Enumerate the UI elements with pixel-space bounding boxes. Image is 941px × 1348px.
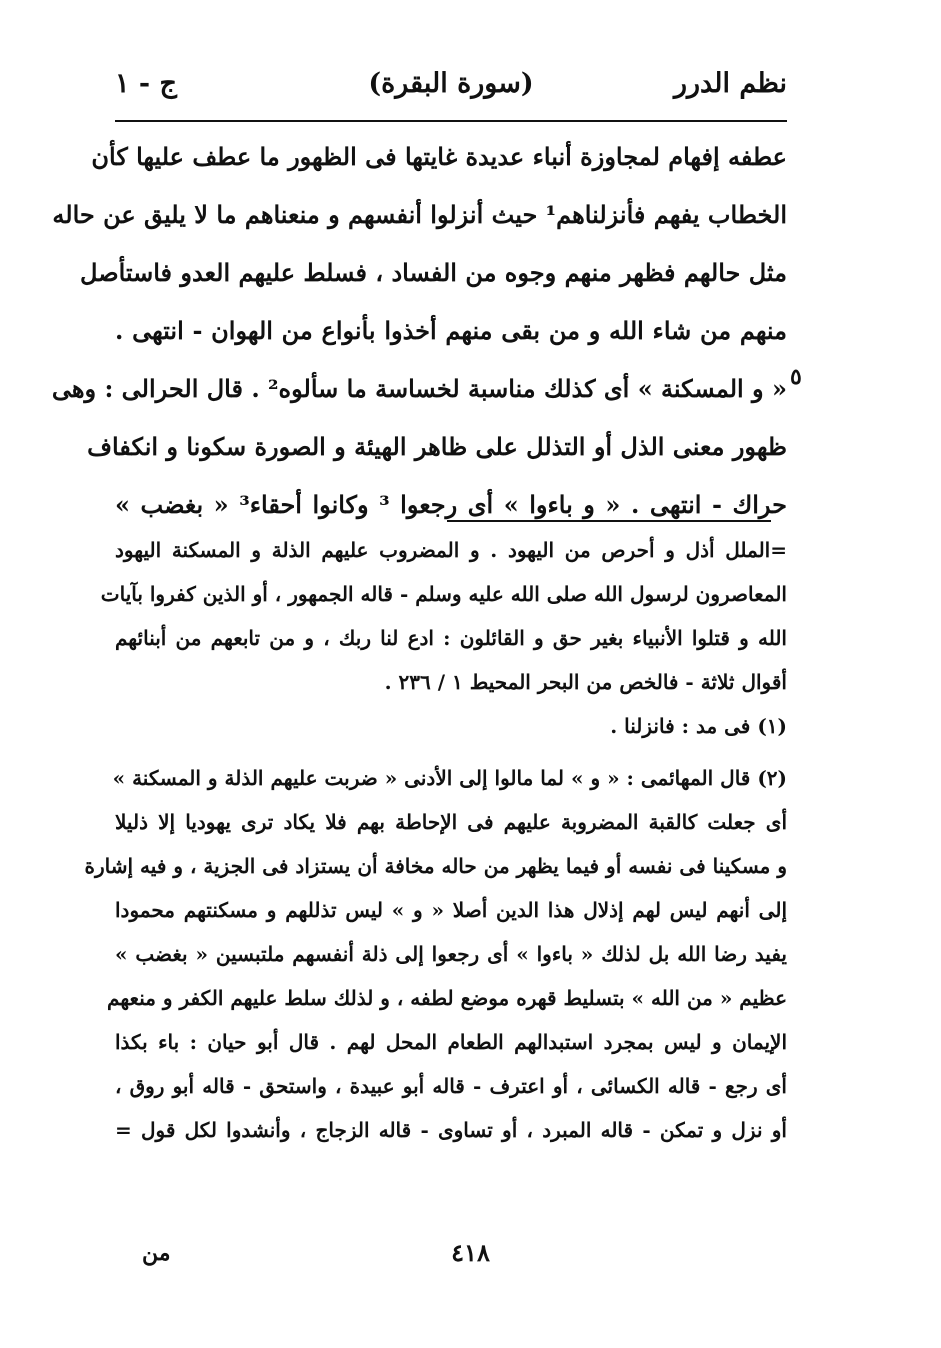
part-number: ج - ١ [115, 68, 177, 99]
main-line: « و المسكنة » أى كذلك مناسبة لخساسة ما سألوه² . قال الحرالى : وهى [51, 374, 787, 403]
main-text [51, 128, 788, 534]
footnote-line: الإيمان و ليس بمجرد استبدالهم الطعام المحل لهم . قال أبو حيان : باء بكذا [115, 1030, 787, 1054]
main-line: ظهور معنى الذل أو التذلل على ظاهر الهيئة و الصورة سكونا و انكفاف [87, 432, 787, 461]
main-line: منهم من شاء الله و من بقى منهم أخذوا بأنواع من الهوان - انتهى . [115, 316, 787, 345]
footnote-line: إلى أنهم ليس لهم إذلال هذا الدين أصلا « و » ليس تذللهم و مسكنتهم محمودا [115, 898, 787, 922]
main-line: حراك - انتهى . « و باءوا » أى رجعوا ³ وكانوا أحقاء³ « بغضب » [115, 490, 788, 519]
surah-title: (سورة البقرة) [368, 68, 534, 99]
footnote-line: =الملل أذل و أحرص من اليهود . و المضروب عليهم الذلة و المسكنة اليهود [115, 538, 787, 562]
catchword: من [142, 1240, 171, 1266]
margin-line-number: ٥ [790, 364, 802, 390]
footnote-line: أى رجع - قاله الكسائى ، أو اعترف - قاله أبو عبيدة ، واستحق - قاله أبو روق ، [115, 1074, 787, 1098]
footnote-line: أقوال ثلاثة - فالخص من البحر المحيط ١ / ٢٣٦ . [384, 670, 787, 694]
footnote-1: (١) فى مد : فانزلنا . [610, 714, 787, 738]
header-rule [115, 120, 787, 122]
main-line: عطفه إفهام لمجاوزة أنباء عديدة غايتها فى الظهور ما عطف عليها كأن [91, 142, 787, 171]
book-title: نظم الدرر [673, 68, 787, 99]
footnote-2: (٢) قال المهائمى : « و » لما مالوا إلى الأدنى « ضربت عليهم الذلة و المسكنة » [112, 766, 787, 790]
footnote-line: الله و قتلوا الأنبياء بغير حق و القائلون : ادع لنا ربك ، و من تابعهم من أبنائهم [115, 626, 787, 650]
page-number: ٤١٨ [451, 1238, 490, 1267]
footnote-separator [447, 520, 771, 522]
footnotes [84, 528, 787, 1152]
footnote-line: و مسكينا فى نفسه أو فيما يظهر من حاله مخافة أن يستزاد فى الجزية ، و فيه إشارة [84, 854, 787, 878]
footnote-line: عظيم « من الله » بتسليط قهره موضع لطفه ، و لذلك سلط عليهم الكفر و منعهم [107, 986, 787, 1010]
footnote-line: المعاصرون لرسول الله صلى الله عليه وسلم - قاله الجمهور ، أو الذين كفروا بآيات [100, 582, 787, 606]
footnote-line: أو نزل و تمكن - قاله المبرد ، أو تساوى - قاله الزجاج ، وأنشدوا لكل قول = [115, 1118, 787, 1142]
footnote-line: يفيد رضا الله بل لذلك « باءوا » أى رجعوا إلى ذلة أنفسهم ملتبسين « بغضب » [115, 942, 787, 966]
main-line: مثل حالهم فظهر منهم وجوه من الفساد ، فسلط عليهم العدو فاستأصل [80, 258, 787, 287]
footnote-line: أى جعلت كالقبة المضروبة عليهم فى الإحاطة بهم فلا يكاد ترى يهوديا إلا ذليلا [115, 810, 787, 834]
main-line: الخطاب يفهم فأنزلناهم¹ حيث أنزلوا أنفسهم و منعناهم ما لا يليق عن حاله [52, 200, 787, 229]
running-header [115, 62, 787, 112]
